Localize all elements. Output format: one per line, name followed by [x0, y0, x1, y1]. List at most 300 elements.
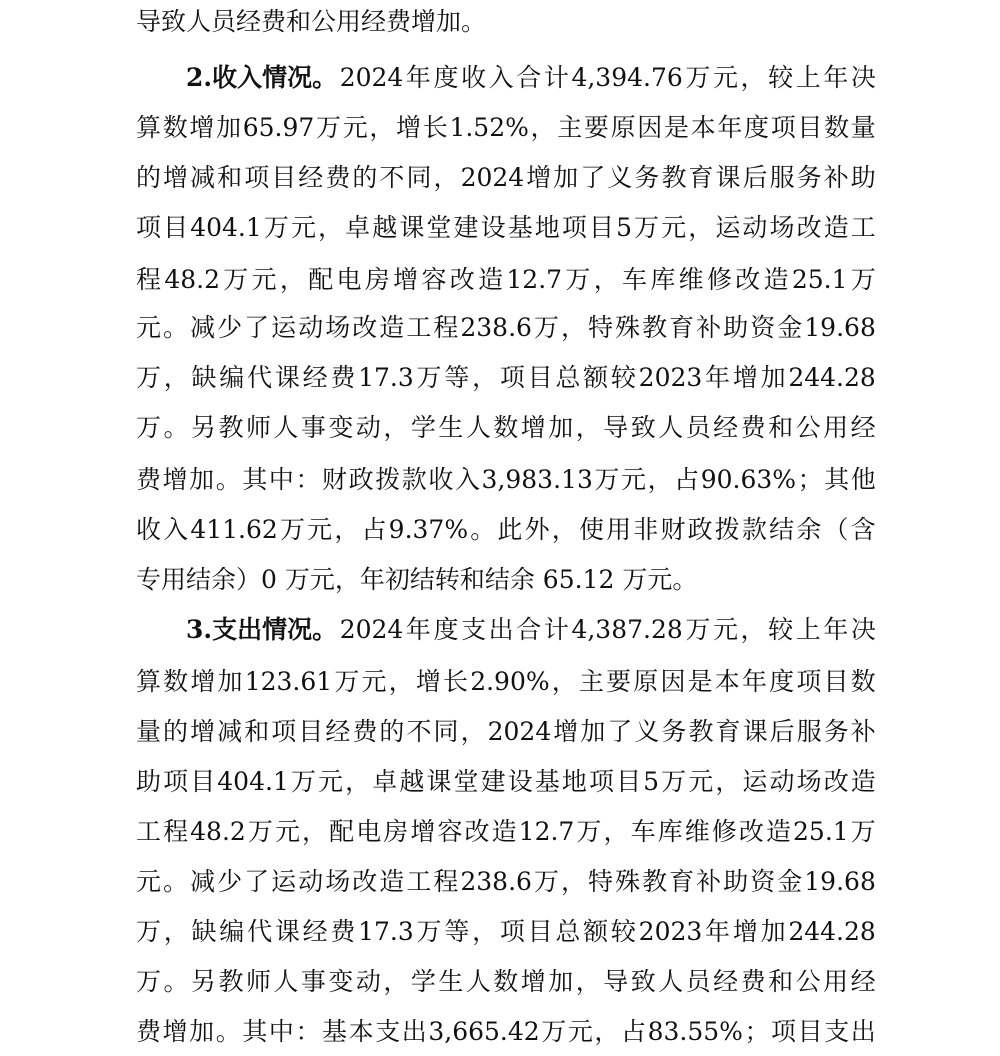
text-segment: 48.2	[190, 817, 246, 846]
text-segment: 变	[328, 413, 354, 442]
text-segment: 增	[520, 967, 546, 996]
text-segment: 义	[607, 163, 633, 192]
text-segment: 项	[499, 363, 525, 392]
text-segment: 经	[298, 163, 324, 192]
text-segment: ，	[551, 515, 577, 544]
text-segment: 代	[247, 363, 273, 392]
text-segment: 动	[355, 967, 381, 996]
text-segment: 造	[491, 817, 517, 846]
text-segment: 费	[740, 967, 766, 996]
text-segment: 出	[488, 615, 514, 644]
text-segment: 项	[770, 113, 796, 142]
text-segment: 建	[453, 213, 479, 242]
text-segment: ，	[345, 767, 371, 796]
text-segment: 金	[777, 867, 803, 896]
text-segment: 83.55%	[647, 1017, 743, 1046]
text-segment: 致	[630, 413, 656, 442]
text-segment: 务	[823, 717, 849, 746]
text-segment: 专用结余）0 万元，年初结转和结余 65.12 万元。	[136, 565, 698, 594]
text-segment: 项	[771, 1017, 797, 1046]
text-segment: 元	[251, 265, 277, 294]
text-segment: 他	[850, 465, 876, 494]
text-segment: 费	[325, 163, 351, 192]
text-segment: 师	[245, 413, 271, 442]
text-segment: 238.6	[460, 313, 532, 342]
text-segment: 代	[247, 917, 273, 946]
text-segment: 支	[461, 615, 487, 644]
text-segment: 特	[588, 313, 614, 342]
text-segment: 费	[330, 917, 356, 946]
text-segment: 17.3	[358, 917, 414, 946]
text-segment: 目	[527, 363, 553, 392]
text-segment: ，	[472, 363, 498, 392]
text-segment: ，	[163, 917, 189, 946]
text-segment: ，	[740, 63, 766, 92]
text-segment: 基	[507, 213, 533, 242]
text-segment: 元	[274, 817, 300, 846]
text-segment: 2024	[339, 63, 404, 92]
text-segment: 较	[768, 63, 794, 92]
text-segment: 务	[634, 163, 660, 192]
text-segment: 程	[163, 817, 189, 846]
text-segment: 等	[444, 363, 470, 392]
text-segment: 量	[850, 113, 876, 142]
text-segment: 设	[480, 213, 506, 242]
text-segment: 助	[723, 313, 749, 342]
text-segment: 万	[416, 363, 442, 392]
text-segment: 库	[650, 265, 676, 294]
text-segment: 后	[742, 163, 768, 192]
text-segment: 本	[690, 113, 716, 142]
text-segment: 额	[583, 917, 609, 946]
text-segment: 元	[290, 213, 316, 242]
text-segment: 万	[223, 265, 249, 294]
text-segment: 课	[426, 767, 452, 796]
text-segment: 助	[723, 867, 749, 896]
text-segment: 算	[136, 667, 162, 696]
text-segment: 年	[405, 63, 431, 92]
text-segment: 数	[824, 113, 850, 142]
text-segment: 元	[620, 465, 646, 494]
text-segment: 殊	[615, 867, 641, 896]
text-segment: 义	[634, 717, 660, 746]
text-segment: ，	[472, 917, 498, 946]
text-segment: 度	[769, 667, 795, 696]
text-segment: 经	[713, 967, 739, 996]
text-segment: 本	[348, 1017, 374, 1046]
text-segment: 经	[302, 917, 328, 946]
text-segment: 加	[548, 413, 574, 442]
text-segment: 2.90%	[470, 667, 550, 696]
text-segment: 事	[300, 413, 326, 442]
text-segment: 244.28	[788, 363, 876, 392]
text-segment: 使	[578, 515, 604, 544]
text-segment: 年	[405, 615, 431, 644]
text-segment: 90.63%	[700, 465, 797, 494]
text-segment: 计	[543, 63, 569, 92]
text-segment: 公	[795, 967, 821, 996]
text-segment: 要	[583, 113, 609, 142]
text-segment: 殊	[615, 313, 641, 342]
text-segment: 金	[777, 313, 803, 342]
text-segment: 决	[850, 615, 876, 644]
text-segment: 元	[688, 767, 714, 796]
text-segment: 造	[478, 265, 504, 294]
text-segment: 出	[401, 1017, 427, 1046]
text-segment: 目	[163, 213, 189, 242]
text-line	[136, 914, 876, 950]
text-segment: 同	[433, 717, 459, 746]
text-segment: 是	[663, 113, 689, 142]
text-segment: 了	[580, 163, 606, 192]
text-segment: 程	[433, 313, 459, 342]
text-segment: 本	[714, 667, 740, 696]
text-segment: 238.6	[460, 867, 532, 896]
text-segment: 了	[244, 313, 270, 342]
section-heading: 3.支出情况。	[186, 615, 338, 644]
text-segment: 和	[768, 967, 794, 996]
text-segment: 411.62	[190, 515, 278, 544]
text-segment: 课	[274, 917, 300, 946]
text-segment: 总	[555, 917, 581, 946]
text-segment: ，	[279, 265, 305, 294]
text-segment: 动	[742, 213, 768, 242]
text-segment: 主	[578, 667, 604, 696]
text-segment: 育	[669, 867, 695, 896]
text-segment: 长	[422, 113, 448, 142]
text-segment: 政	[348, 465, 374, 494]
text-segment: 加	[760, 917, 786, 946]
text-segment: 加	[553, 163, 579, 192]
text-segment: ；	[797, 465, 823, 494]
text-segment: 数	[493, 967, 519, 996]
text-segment: 65.97	[242, 113, 315, 142]
text-line	[186, 60, 876, 96]
text-segment: 堂	[453, 767, 479, 796]
text-segment: 加	[760, 363, 786, 392]
text-segment: 年	[823, 615, 849, 644]
text-segment: 万	[334, 667, 360, 696]
text-segment: 原	[633, 667, 659, 696]
text-segment: 务	[661, 717, 687, 746]
text-segment: 目	[298, 717, 324, 746]
text-segment: 较	[610, 917, 636, 946]
text-line	[136, 714, 876, 750]
text-segment: 年	[705, 917, 731, 946]
text-segment: 入	[488, 63, 514, 92]
text-segment: 万	[685, 615, 711, 644]
text-segment: 费	[136, 1017, 162, 1046]
text-segment: 增	[189, 113, 215, 142]
text-segment: 万	[136, 413, 162, 442]
text-segment: 额	[583, 363, 609, 392]
text-segment: 数	[163, 667, 189, 696]
text-segment: 程	[433, 867, 459, 896]
text-segment: 非	[633, 515, 659, 544]
text-line	[136, 210, 876, 246]
text-segment: 人	[658, 413, 684, 442]
text-segment: 中	[268, 1017, 294, 1046]
text-segment: 度	[433, 63, 459, 92]
text-segment: 缺	[191, 363, 217, 392]
text-segment: 目	[823, 667, 849, 696]
text-segment: 万	[594, 465, 620, 494]
text-segment: 学	[410, 967, 436, 996]
text-segment: 了	[244, 867, 270, 896]
text-line	[136, 1014, 876, 1050]
text-line	[186, 612, 876, 648]
text-segment: ，	[163, 363, 189, 392]
text-segment: 项	[136, 213, 162, 242]
text-segment: 万	[136, 363, 162, 392]
text-segment: 费	[352, 717, 378, 746]
text-segment: 123.61	[244, 667, 333, 696]
text-segment: 。	[215, 1017, 241, 1046]
text-segment: 目	[527, 917, 553, 946]
text-segment: 拨	[714, 515, 740, 544]
text-segment: 外	[524, 515, 550, 544]
text-segment: 员	[685, 413, 711, 442]
text-segment: ；	[744, 1017, 770, 1046]
text-segment: 款	[741, 515, 767, 544]
text-segment: 年	[823, 63, 849, 92]
text-segment: 19.68	[804, 867, 876, 896]
text-segment: 改	[464, 817, 490, 846]
text-segment: 增	[732, 363, 758, 392]
text-line	[136, 864, 876, 900]
text-segment: 卓	[372, 767, 398, 796]
text-segment: 公	[795, 413, 821, 442]
text-segment: 加	[548, 967, 574, 996]
text-segment: 事	[300, 967, 326, 996]
text-segment: 占	[361, 515, 387, 544]
text-line	[136, 160, 876, 196]
text-segment: 育	[669, 313, 695, 342]
text-segment: 修	[706, 265, 732, 294]
text-segment: 占	[620, 1017, 646, 1046]
text-segment: 万	[634, 213, 660, 242]
text-segment: 其	[242, 1017, 268, 1046]
text-segment: 增	[732, 917, 758, 946]
text-segment: 缺	[191, 917, 217, 946]
text-segment: 基	[534, 767, 560, 796]
text-segment: ，	[561, 313, 587, 342]
text-segment: 电	[356, 817, 382, 846]
text-segment: 增	[410, 817, 436, 846]
text-segment: 变	[328, 967, 354, 996]
text-line	[136, 110, 876, 146]
text-segment: 款	[401, 465, 427, 494]
text-line	[136, 512, 876, 548]
text-segment: 元	[661, 213, 687, 242]
text-segment: 因	[660, 667, 686, 696]
text-segment: 场	[769, 213, 795, 242]
text-segment: 改	[352, 867, 378, 896]
text-segment: 配	[329, 817, 355, 846]
text-segment: 费	[330, 363, 356, 392]
text-segment: 增	[190, 717, 216, 746]
text-segment: 资	[750, 313, 776, 342]
text-segment: 元	[318, 767, 344, 796]
text-segment: ，	[551, 667, 577, 696]
text-segment: 4,394.76	[571, 63, 683, 92]
text-segment: 收	[461, 63, 487, 92]
text-segment: 2023	[638, 363, 703, 392]
text-segment: 数	[850, 667, 876, 696]
text-segment: 师	[245, 967, 271, 996]
text-segment: 人	[273, 967, 299, 996]
text-segment: 和	[768, 413, 794, 442]
text-segment: 其	[242, 465, 268, 494]
text-segment: 的	[352, 163, 378, 192]
text-segment: 项	[163, 767, 189, 796]
text-segment: 主	[557, 113, 583, 142]
text-segment: 出	[850, 1017, 876, 1046]
text-segment: 万	[565, 265, 591, 294]
text-segment: 造	[379, 313, 405, 342]
text-segment: 动	[355, 413, 381, 442]
text-segment: 经	[325, 717, 351, 746]
text-segment: 元	[342, 113, 368, 142]
text-segment: 2023	[638, 917, 703, 946]
text-segment: ，	[334, 515, 360, 544]
text-segment: 改	[449, 265, 475, 294]
text-segment: 占	[674, 465, 700, 494]
text-segment: 入	[454, 465, 480, 494]
text-segment: 万	[576, 817, 602, 846]
text-segment: 项	[271, 717, 297, 746]
section-heading: 2.收入情况。	[186, 63, 338, 92]
text-segment: ，	[302, 817, 328, 846]
text-segment: 合	[516, 63, 542, 92]
text-segment: 财	[322, 465, 348, 494]
text-segment: 维	[684, 817, 710, 846]
text-segment: 动	[769, 767, 795, 796]
text-segment: 助	[136, 767, 162, 796]
text-segment: 造	[765, 817, 791, 846]
text-segment: 是	[687, 667, 713, 696]
text-segment: 车	[622, 265, 648, 294]
text-segment: ，	[369, 113, 395, 142]
text-segment: 增	[393, 265, 419, 294]
text-segment: ，	[593, 265, 619, 294]
text-segment: 的	[163, 717, 189, 746]
text-segment: 用	[606, 515, 632, 544]
text-segment: 万	[136, 967, 162, 996]
text-segment: ，	[594, 1017, 620, 1046]
text-segment: 卓	[345, 213, 371, 242]
text-segment: 少	[217, 313, 243, 342]
text-segment: 经	[302, 363, 328, 392]
text-segment: 编	[219, 363, 245, 392]
text-segment: 余	[796, 515, 822, 544]
text-segment: 增	[553, 717, 579, 746]
text-segment: 生	[438, 967, 464, 996]
text-segment: 工	[850, 213, 876, 242]
text-segment: 决	[850, 63, 876, 92]
text-line	[136, 664, 876, 700]
text-segment: 动	[298, 313, 324, 342]
text-segment: 万	[290, 767, 316, 796]
text-segment: 长	[443, 667, 469, 696]
text-segment: 12.7	[518, 817, 575, 846]
text-segment: 增	[163, 163, 189, 192]
text-segment: 场	[325, 313, 351, 342]
text-segment: 增	[415, 667, 441, 696]
text-segment: 9.37%	[388, 515, 469, 544]
text-segment: 。	[215, 465, 241, 494]
text-segment: 工	[136, 817, 162, 846]
text-segment: 元	[567, 1017, 593, 1046]
text-segment: 另	[190, 413, 216, 442]
text-line	[136, 4, 486, 40]
text-segment: 原	[610, 113, 636, 142]
text-segment: 元	[136, 867, 162, 896]
text-segment: 减	[190, 163, 216, 192]
text-segment: 经	[850, 413, 876, 442]
text-segment: 入	[163, 515, 189, 544]
text-segment: 收	[428, 465, 454, 494]
text-segment: 人	[465, 967, 491, 996]
text-segment: 项	[499, 917, 525, 946]
text-segment: 动	[298, 867, 324, 896]
text-segment: 5	[643, 767, 660, 796]
text-segment: 加	[189, 1017, 215, 1046]
text-segment: 补	[823, 163, 849, 192]
text-segment: 含	[850, 515, 876, 544]
text-segment: 育	[688, 163, 714, 192]
text-segment: 经	[713, 413, 739, 442]
text-segment: ，	[575, 967, 601, 996]
text-segment: 场	[325, 867, 351, 896]
text-segment: 改	[823, 767, 849, 796]
text-segment: 算	[136, 113, 162, 142]
text-segment: 课	[399, 213, 425, 242]
text-segment: 致	[630, 967, 656, 996]
text-segment: ：	[295, 1017, 321, 1046]
text-segment: 减	[217, 717, 243, 746]
text-segment: 容	[421, 265, 447, 294]
text-segment: 数	[493, 413, 519, 442]
text-segment: 2024	[339, 615, 404, 644]
text-segment: 支	[824, 1017, 850, 1046]
text-segment: 导	[603, 413, 629, 442]
text-segment: 元	[712, 63, 738, 92]
text-segment: 减	[190, 313, 216, 342]
text-segment: 项	[244, 163, 270, 192]
text-segment: 不	[406, 717, 432, 746]
text-segment: 要	[606, 667, 632, 696]
text-segment: 12.7	[506, 265, 563, 294]
text-line	[136, 764, 876, 800]
text-segment: 人	[273, 413, 299, 442]
text-segment: 万	[533, 867, 559, 896]
text-segment: 教	[218, 413, 244, 442]
text-segment: 程	[136, 265, 162, 294]
text-segment: 合	[516, 615, 542, 644]
text-segment: 中	[268, 465, 294, 494]
text-segment: ，	[318, 213, 344, 242]
text-segment: 增	[190, 667, 216, 696]
text-segment: 目	[797, 113, 823, 142]
text-segment: 补	[696, 867, 722, 896]
text-segment: 费	[136, 465, 162, 494]
text-segment: 目	[797, 1017, 823, 1046]
text-segment: 增	[526, 163, 552, 192]
text-segment: 增	[396, 113, 422, 142]
text-segment: 导	[603, 967, 629, 996]
text-segment: 计	[543, 615, 569, 644]
